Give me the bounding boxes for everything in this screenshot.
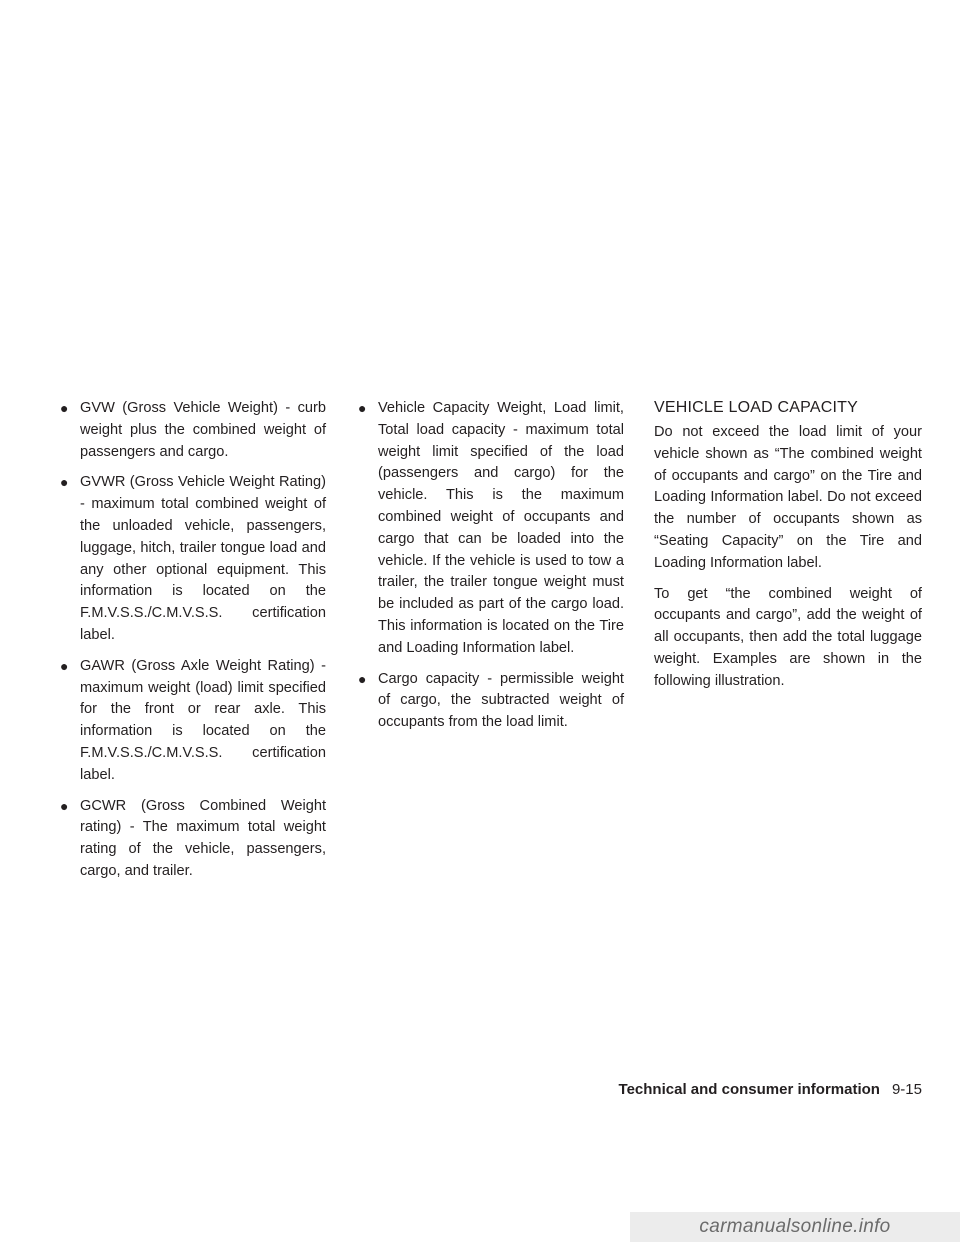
bullet-gvwr	[58, 472, 326, 646]
bullet-text: GVW (Gross Vehicle Weight) - curb weight plus the combined weight of passengers and cargo.	[80, 400, 326, 460]
page-footer	[619, 1080, 922, 1100]
section-heading: VEHICLE LOAD CAPACITY	[654, 399, 858, 416]
column-middle	[356, 398, 624, 743]
bullet-vehicle-capacity-weight	[356, 398, 624, 660]
footer-section-title: Technical and consumer information	[618, 1081, 880, 1098]
column-right	[654, 398, 922, 702]
bullet-gcwr	[58, 796, 326, 883]
bullet-icon: ●	[60, 474, 69, 491]
bullet-gawr	[58, 656, 326, 787]
bullet-text: Cargo capacity - permissible weight of cargo, the subtracted weight of occupants from the load limit.	[378, 670, 624, 731]
bullet-icon: ●	[60, 657, 69, 674]
bullet-icon: ●	[358, 400, 367, 416]
bullet-text: GCWR (Gross Combined Weight rating) - The maximum total weight rating of the vehicle, passengers, cargo, and trailer.	[80, 797, 326, 879]
page-number: 9-15	[891, 1081, 922, 1098]
bullet-cargo-capacity	[356, 669, 624, 734]
paragraph: To get “the combined weight of occupants and cargo”, add the weight of all occupants, then add the total luggage weight. Examples are shown in the following illustration.	[654, 585, 922, 689]
bullet-icon: ●	[358, 670, 367, 687]
bullet-text: GVWR (Gross Vehicle Weight Rating) - maximum total combined weight of the unloaded vehicle, passengers, luggage, hitch, trailer tongue load and any other optional equipment. This information is located on the F.M.V.S.S./C.M.V.S.S. certification label.	[80, 474, 326, 643]
bullet-gvw	[58, 398, 326, 463]
column-left	[58, 398, 326, 892]
bullet-text: Vehicle Capacity Weight, Load limit, Total load capacity - maximum total weight limit specified of the load (passengers and cargo) for the vehicle. This is the maximum combined weight of occupants and cargo that can be loaded into the vehicle. If the vehicle is used to tow a trailer, the trailer tongue weight must be included as part of the cargo load. This information is located on the Tire and Loading Information label.	[378, 400, 624, 656]
bullet-icon: ●	[60, 400, 69, 416]
bullet-text: GAWR (Gross Axle Weight Rating) - maximum weight (load) limit specified for the front or rear axle. This information is located on the F.M.V.S.S./C.M.V.S.S. certification label.	[80, 657, 326, 783]
bullet-icon: ●	[60, 797, 69, 814]
watermark: carmanualsonline.info	[630, 1212, 960, 1242]
paragraph: Do not exceed the load limit of your vehicle shown as “The combined weight of occupants and cargo” on the Tire and Loading Information label. Do not exceed the number of occupants shown as “Seating Capacity” on the Tire and Loading Information label.	[654, 424, 922, 571]
